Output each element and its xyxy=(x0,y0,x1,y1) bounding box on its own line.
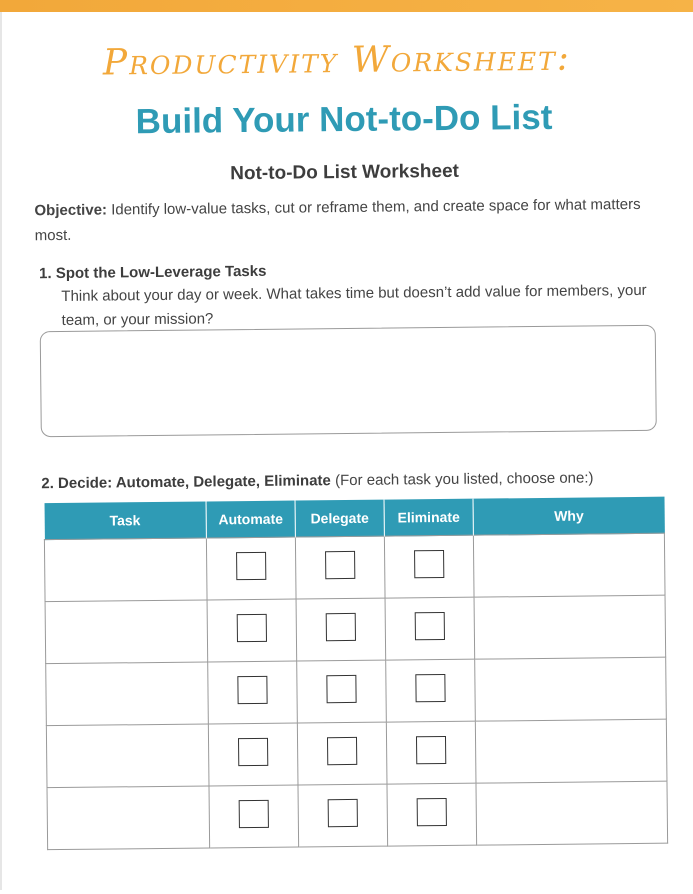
eliminate-cell xyxy=(384,535,474,598)
why-cell[interactable] xyxy=(475,719,667,783)
objective-text: Identify low-value tasks, cut or reframe them, and create space for what matters most. xyxy=(34,195,641,245)
question-2-title: Decide: Automate, Delegate, Eliminate xyxy=(57,472,331,493)
column-header-task: Task xyxy=(44,501,206,539)
question-1-answer-box[interactable] xyxy=(40,325,657,437)
table-row xyxy=(47,781,668,849)
decision-table xyxy=(44,497,669,850)
automate-checkbox[interactable] xyxy=(238,738,268,766)
handwritten-title: Productivity Worksheet: xyxy=(102,37,572,84)
delegate-checkbox[interactable] xyxy=(328,799,358,827)
task-cell[interactable] xyxy=(46,724,209,788)
task-cell[interactable] xyxy=(47,786,210,850)
delegate-cell xyxy=(298,784,388,847)
automate-checkbox[interactable] xyxy=(236,552,266,580)
automate-cell xyxy=(208,661,298,724)
column-header-why: Why xyxy=(473,497,664,535)
section-title: Not-to-Do List Worksheet xyxy=(230,160,460,185)
question-1-prompt: Think about your day or week. What takes time but doesn’t add value for members, your team, or your mission? xyxy=(61,281,647,329)
table-row xyxy=(45,595,666,663)
column-header-delegate: Delegate xyxy=(295,500,384,537)
question-1-title: Spot the Low-Leverage Tasks xyxy=(55,262,267,283)
automate-cell xyxy=(206,537,296,600)
automate-checkbox[interactable] xyxy=(239,800,269,828)
table-row xyxy=(44,533,665,601)
eliminate-cell xyxy=(387,783,477,846)
task-cell[interactable] xyxy=(46,662,209,726)
eliminate-checkbox[interactable] xyxy=(417,798,447,826)
why-cell[interactable] xyxy=(474,595,666,659)
table-row xyxy=(46,657,667,725)
delegate-checkbox[interactable] xyxy=(325,551,355,579)
automate-cell xyxy=(207,599,297,662)
delegate-cell xyxy=(297,660,387,723)
why-cell[interactable] xyxy=(476,781,668,845)
objective-label: Objective: xyxy=(34,201,108,220)
table-row xyxy=(46,719,667,787)
task-cell[interactable] xyxy=(45,600,208,664)
delegate-cell xyxy=(295,536,385,599)
automate-cell xyxy=(208,723,298,786)
eliminate-checkbox[interactable] xyxy=(415,612,445,640)
eliminate-checkbox[interactable] xyxy=(415,674,445,702)
question-2-number: 2. xyxy=(41,475,54,493)
page-title: Build Your Not-to-Do List xyxy=(135,97,553,142)
eliminate-checkbox[interactable] xyxy=(414,550,444,578)
delegate-checkbox[interactable] xyxy=(327,737,357,765)
column-header-eliminate: Eliminate xyxy=(384,499,473,536)
question-2-note: (For each task you listed, choose one:) xyxy=(334,469,594,490)
task-cell[interactable] xyxy=(44,538,207,602)
question-1-number: 1. xyxy=(39,265,52,283)
column-header-automate: Automate xyxy=(206,501,295,538)
question-1-heading xyxy=(39,263,266,282)
objective-paragraph xyxy=(34,192,654,248)
question-2-heading xyxy=(41,469,593,492)
eliminate-cell xyxy=(385,597,475,660)
delegate-cell xyxy=(296,598,386,661)
eliminate-cell xyxy=(386,721,476,784)
delegate-checkbox[interactable] xyxy=(326,613,356,641)
delegate-cell xyxy=(297,722,387,785)
automate-cell xyxy=(209,785,299,848)
why-cell[interactable] xyxy=(475,657,667,721)
why-cell[interactable] xyxy=(473,533,665,597)
eliminate-cell xyxy=(386,659,476,722)
automate-checkbox[interactable] xyxy=(237,614,267,642)
automate-checkbox[interactable] xyxy=(237,676,267,704)
eliminate-checkbox[interactable] xyxy=(416,736,446,764)
delegate-checkbox[interactable] xyxy=(326,675,356,703)
